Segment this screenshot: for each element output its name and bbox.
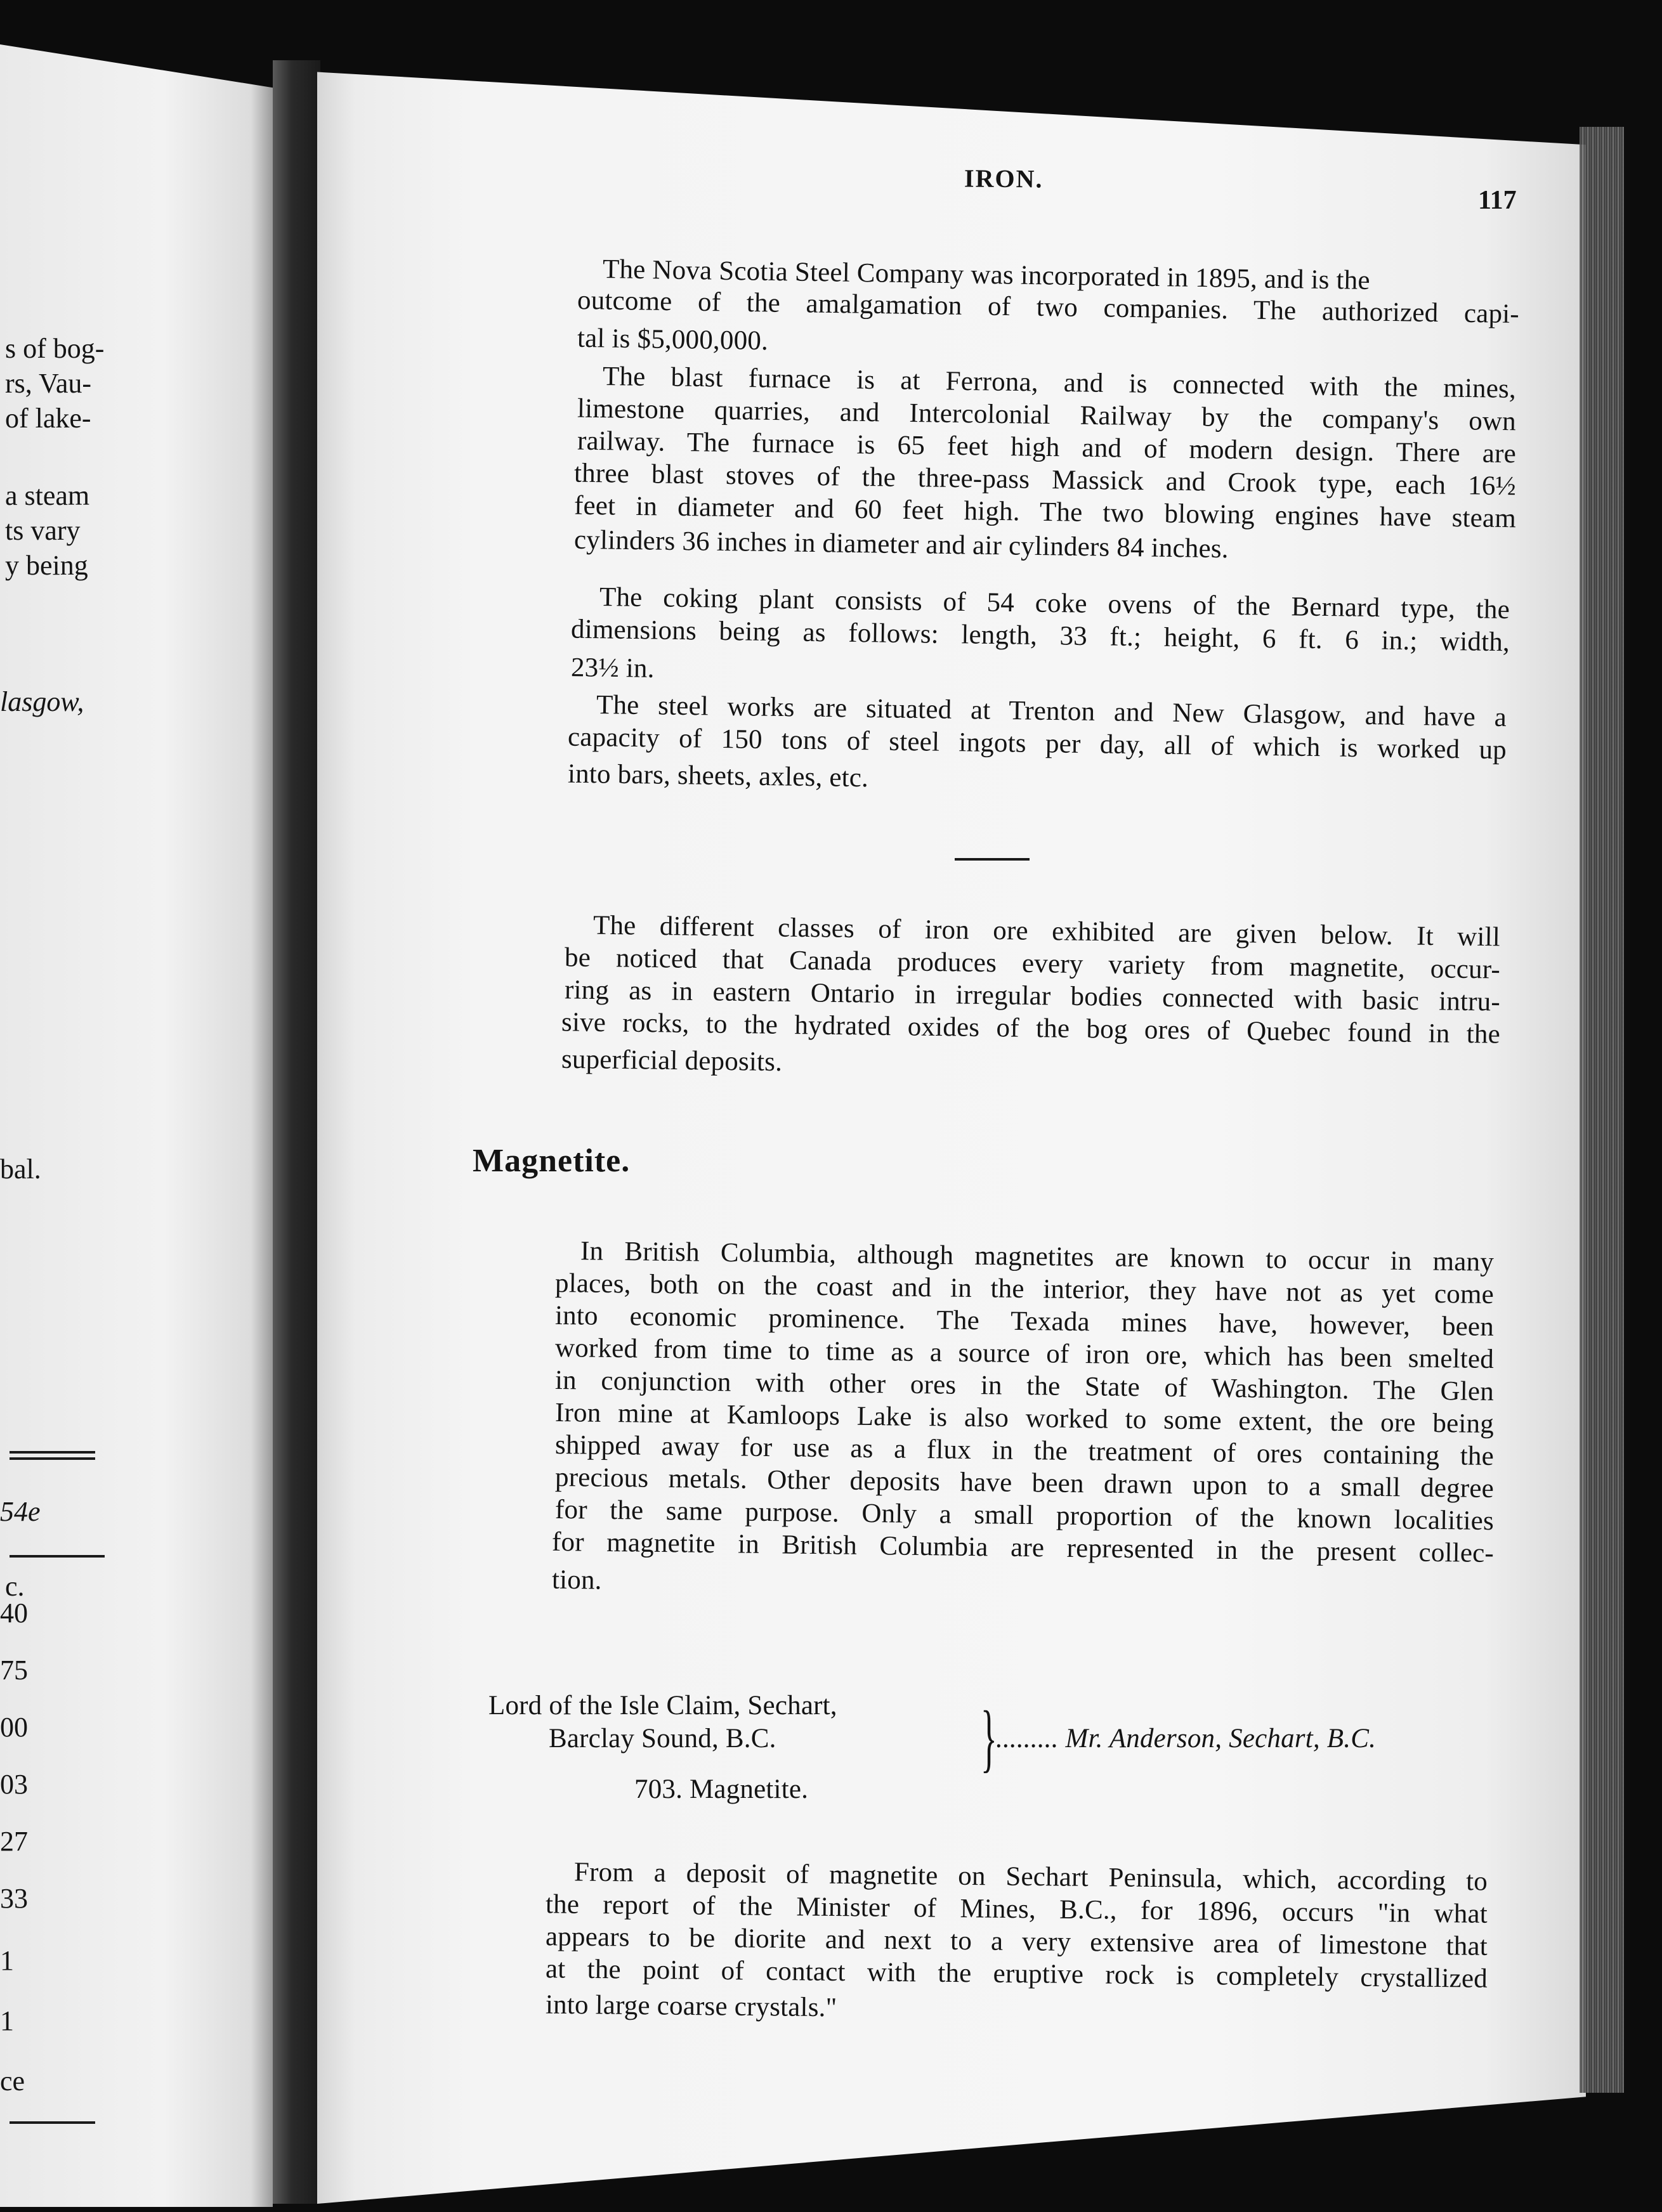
section-divider-rule	[955, 858, 1030, 861]
text-line: The blast furnace is at Ferrona, and is connected with the mines,	[602, 361, 1517, 405]
exhibit-locality: Lord of the Isle Claim, Sechart,	[488, 1691, 837, 1721]
text-line: into bars, sheets, axles, etc.	[567, 758, 869, 793]
text-line: worked from time to time as a source of iron ore, which has been smelted	[554, 1332, 1495, 1375]
text-line: capacity of 150 tons of steel ingots per day, all of which is worked up	[567, 722, 1507, 765]
text-line: in conjunction with other ores in the State of Washington. The Glen	[554, 1365, 1495, 1407]
book-gutter	[273, 60, 320, 2204]
left-fragment: 1	[0, 2005, 14, 2036]
text-line: The Nova Scotia Steel Company was incorporated in 1895, and is the	[602, 254, 1371, 296]
left-rule-bottom	[10, 2121, 95, 2124]
left-fragment: lasgow,	[0, 686, 84, 717]
text-line: at the point of contact with the eruptive rock is completely crystallized	[545, 1954, 1488, 1994]
left-fragment: 33	[0, 1883, 28, 1914]
text-line: dimensions being as follows: length, 33 ft.; height, 6 ft. 6 in.; width,	[570, 614, 1510, 658]
text-line: three blast stoves of the three-pass Massick and Crook type, each 16½	[573, 458, 1517, 502]
running-head: IRON.	[964, 164, 1044, 193]
text-line: outcome of the amalgamation of two companies. The authorized capi-	[577, 285, 1520, 330]
left-fragment: 54e	[0, 1496, 41, 1527]
left-fragment: y being	[5, 550, 88, 581]
specimen-label: 703. Magnetite.	[634, 1774, 809, 1804]
left-fragment: 40	[0, 1597, 28, 1629]
left-fragment: rs, Vau-	[5, 368, 92, 399]
left-fragment: 03	[0, 1769, 28, 1800]
text-line: shipped away for use as a flux in the treatment of ores containing the	[554, 1429, 1495, 1472]
left-fragment: ts vary	[5, 515, 81, 546]
page-edges	[1580, 127, 1624, 2093]
text-line: precious metals. Other deposits have been drawn upon to a small degree	[554, 1462, 1495, 1504]
text-line: From a deposit of magnetite on Sechart Peninsula, which, according to	[573, 1857, 1488, 1897]
left-fragment: a steam	[5, 480, 90, 511]
text-line: The different classes of iron ore exhibited are given below. It will	[592, 910, 1501, 953]
text-line: Iron mine at Kamloops Lake is also worked to some extent, the ore being	[554, 1397, 1495, 1440]
text-line: railway. The furnace is 65 feet high and of modern design. There are	[577, 426, 1517, 469]
text-line: be noticed that Canada produces every variety from magnetite, occur-	[564, 942, 1501, 985]
text-line: 23½ in.	[570, 653, 655, 684]
text-line: the report of the Minister of Mines, B.C., for 1896, occurs "in what	[545, 1889, 1488, 1929]
text-line: for the same purpose. Only a small proportion of the known localities	[554, 1494, 1495, 1537]
text-line: The coking plant consists of 54 coke ovens of the Bernard type, the	[599, 582, 1510, 625]
left-fragment: s of bog-	[5, 333, 105, 364]
page-number: 117	[1478, 186, 1517, 215]
text-line: places, both on the coast and in the interior, they have not as yet come	[554, 1268, 1495, 1310]
exhibit-brace: }	[980, 1695, 997, 1779]
left-fragment: 27	[0, 1826, 28, 1857]
section-heading: Magnetite.	[473, 1143, 631, 1179]
left-fragment: of lake-	[5, 403, 91, 434]
text-line: for magnetite in British Columbia are represented in the present collec-	[551, 1526, 1495, 1569]
text-line: The steel works are situated at Trenton and New Glasgow, and have a	[596, 689, 1507, 733]
left-double-rule	[10, 1451, 95, 1460]
text-line: ring as in eastern Ontario in irregular bodies connected with basic intru-	[564, 975, 1501, 1017]
left-fragment: c.	[5, 1571, 25, 1602]
text-line: tion.	[551, 1565, 602, 1596]
left-fragment: 00	[0, 1712, 28, 1743]
left-fragment: 1	[0, 1945, 14, 1976]
exhibit-exhibitor: ......... Mr. Anderson, Sechart, B.C.	[996, 1724, 1377, 1753]
text-line: In British Columbia, although magnetites are known to occur in many	[580, 1236, 1495, 1277]
text-line: sive rocks, to the hydrated oxides of the bog ores of Quebec found in the	[561, 1007, 1501, 1050]
text-line: into large coarse crystals."	[545, 1989, 837, 2023]
text-line: tal is $5,000,000.	[577, 323, 769, 356]
text-line: feet in diameter and 60 feet high. The two blowing engines have steam	[573, 490, 1517, 534]
exhibit-locality: Barclay Sound, B.C.	[549, 1724, 776, 1753]
left-fragment: 75	[0, 1655, 28, 1686]
text-line: limestone quarries, and Intercolonial Railway by the company's own	[577, 393, 1517, 437]
left-rule	[10, 1555, 105, 1558]
text-line: appears to be diorite and next to a very extensive area of limestone that	[545, 1922, 1488, 1962]
text-line: into economic prominence. The Texada mines have, however, been	[554, 1300, 1495, 1343]
left-fragment: ce	[0, 2066, 25, 2097]
left-fragment: bal.	[0, 1154, 41, 1185]
text-line: superficial deposits.	[561, 1044, 783, 1077]
text-line: cylinders 36 inches in diameter and air cylinders 84 inches.	[573, 524, 1229, 564]
